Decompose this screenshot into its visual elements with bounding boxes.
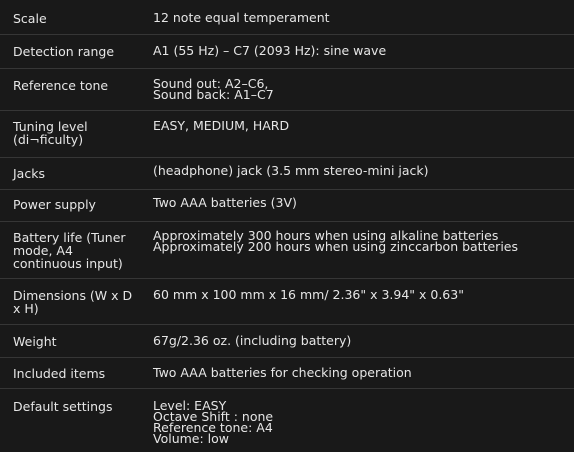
spec-label: Tuning level (di¬ficulty) [13, 119, 88, 147]
spec-value: EASY, MEDIUM, HARD [153, 118, 290, 133]
spec-value: Sound out: A2–C6, Sound back: A1–C7 [153, 76, 274, 102]
spec-value: Two AAA batteries for checking operation [153, 365, 412, 380]
spec-label: Included items [13, 366, 106, 381]
spec-label: Weight [13, 334, 57, 349]
spec-label: Reference tone [13, 78, 109, 93]
spec-label: Battery life (Tuner mode, A4 continuous input) [13, 230, 126, 271]
spec-row-reference-tone [0, 68, 574, 110]
spec-row-weight [0, 324, 574, 357]
spec-value: 12 note equal temperament [153, 10, 330, 25]
spec-value: Two AAA batteries (3V) [153, 195, 297, 210]
spec-value: 67g/2.36 oz. (including battery) [153, 333, 352, 348]
spec-label: Jacks [13, 166, 45, 181]
spec-label: Default settings [13, 399, 113, 414]
spec-row-battery-life [0, 221, 574, 278]
spec-row-dimensions [0, 278, 574, 324]
spec-value: Approximately 300 hours when using alkaline batteries Approximately 200 hours when using zinccarbon batteries [153, 228, 518, 254]
spec-row-scale [0, 0, 574, 34]
spec-row-jacks [0, 157, 574, 189]
spec-value: Level: EASY Octave Shift : none Reference tone: A4 Volume: low [153, 398, 274, 446]
spec-row-detection-range [0, 34, 574, 68]
spec-row-included-items [0, 357, 574, 388]
spec-value: A1 (55 Hz) – C7 (2093 Hz): sine wave [153, 43, 387, 58]
spec-value: 60 mm x 100 mm x 16 mm/ 2.36" x 3.94" x 0.63" [153, 287, 464, 302]
spec-row-default-settings [0, 388, 574, 452]
spec-row-tuning-level [0, 110, 574, 157]
spec-label: Power supply [13, 197, 96, 212]
spec-label: Dimensions (W x D x H) [13, 288, 133, 316]
spec-row-power-supply [0, 189, 574, 221]
spec-label: Scale [13, 11, 47, 26]
spec-value: (headphone) jack (3.5 mm stereo-mini jack) [153, 163, 429, 178]
spec-label: Detection range [13, 44, 115, 59]
